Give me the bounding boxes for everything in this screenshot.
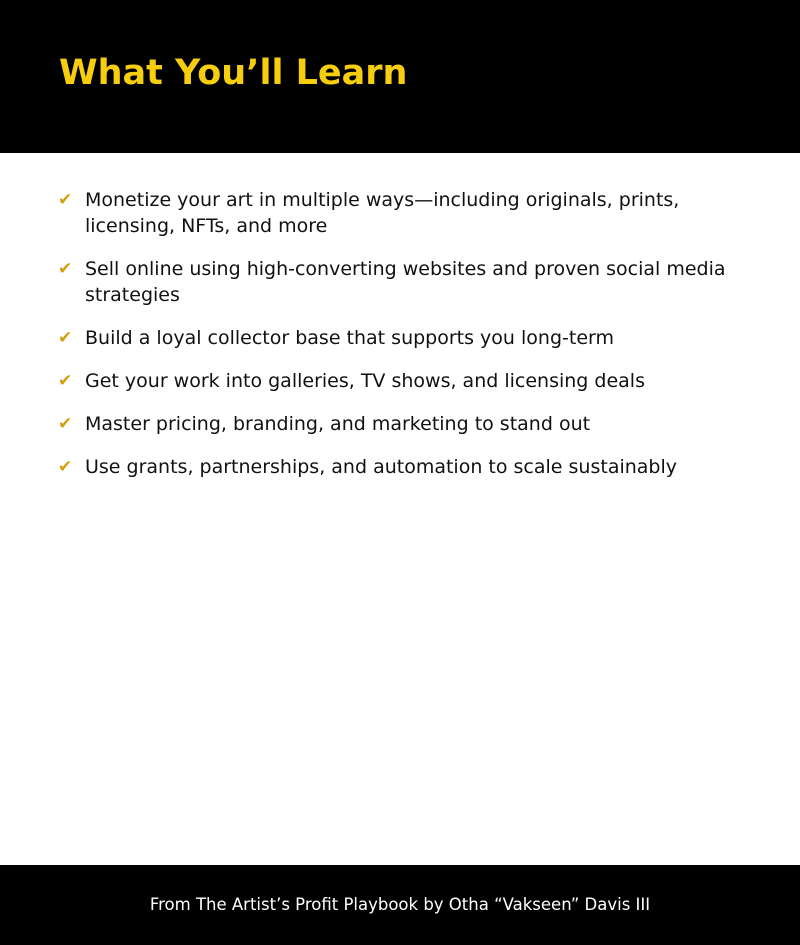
list-item	[58, 187, 738, 239]
list-item-text: Build a loyal collector base that supports you long-term	[85, 327, 614, 349]
list-item	[58, 368, 738, 394]
list-item	[58, 411, 738, 437]
check-mark-icon: ✔	[58, 328, 73, 348]
list-item-text: Monetize your art in multiple ways—including originals, prints, licensing, NFTs, and more	[85, 189, 680, 237]
list-item	[58, 325, 738, 351]
page-title: What You’ll Learn	[59, 53, 408, 93]
footer-credit: From The Artist’s Profit Playbook by Otha “Vakseen” Davis III	[149, 895, 651, 914]
check-mark-icon: ✔	[58, 414, 73, 434]
benefits-list	[58, 187, 738, 497]
check-mark-icon: ✔	[58, 371, 73, 391]
check-mark-icon: ✔	[58, 190, 73, 210]
list-item	[58, 256, 738, 308]
list-item-text: Use grants, partnerships, and automation to scale sustainably	[85, 456, 678, 478]
list-item-text: Master pricing, branding, and marketing to stand out	[85, 413, 591, 435]
check-mark-icon: ✔	[58, 457, 73, 477]
list-item-text: Get your work into galleries, TV shows, and licensing deals	[85, 370, 645, 392]
list-item	[58, 454, 738, 480]
list-item-text: Sell online using high-converting websites and proven social media strategies	[85, 258, 726, 306]
check-mark-icon: ✔	[58, 259, 73, 279]
header-banner	[0, 0, 800, 153]
footer-banner	[0, 865, 800, 945]
